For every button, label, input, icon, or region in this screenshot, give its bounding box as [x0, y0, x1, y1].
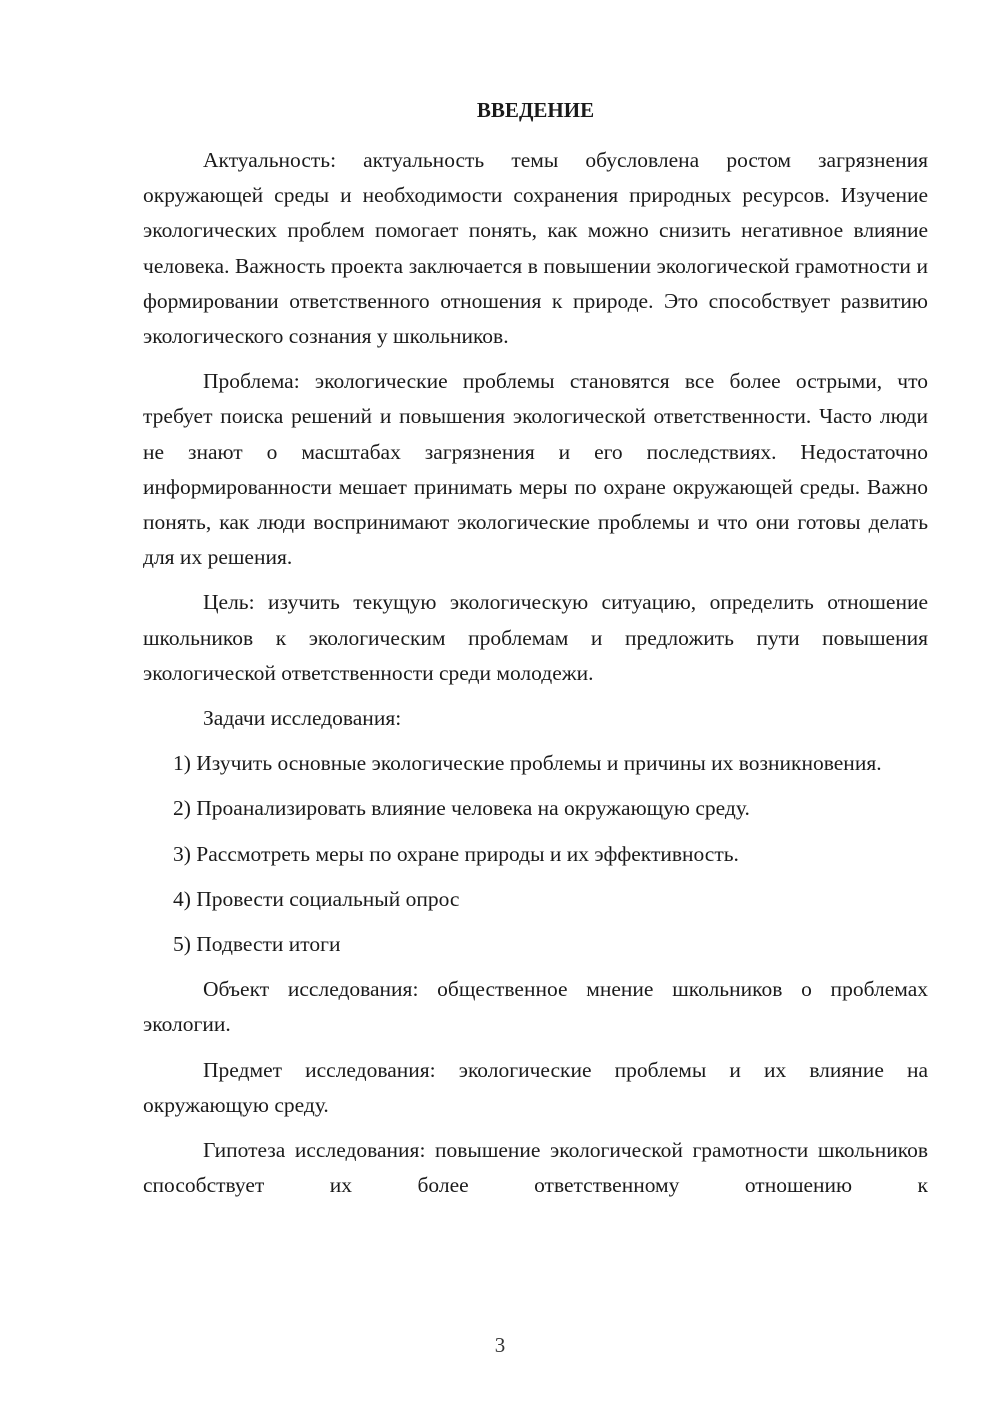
page-number: 3	[494, 1333, 506, 1357]
task-item-5: 5) Подвести итоги	[173, 932, 341, 957]
document-title: ВВЕДЕНИЕ	[476, 98, 595, 122]
paragraph-object: Объект исследования: общественное мнение школьников о проблемах экологии.	[143, 977, 928, 1037]
paragraph-goal: Цель: изучить текущую экологическую ситуацию, определить отношение школьников к экологическим проблемам и предложить пути повышения экологической ответственности среди молодежи.	[143, 590, 928, 685]
document-page	[143, 95, 928, 1213]
task-item-1: 1) Изучить основные экологические проблемы и причины их возникновения.	[173, 751, 882, 776]
paragraph-relevance: Актуальность: актуальность темы обусловлена ростом загрязнения окружающей среды и необходимости сохранения природных ресурсов. Изучение экологических проблем помогает понять, как можно снизить негативное влияние человека. Важность проекта заключается в повышении экологической грамотности и формировании ответственного отношения к природе. Это способствует развитию экологического сознания у школьников.	[143, 148, 928, 349]
task-item-2: 2) Проанализировать влияние человека на окружающую среду.	[173, 796, 750, 821]
paragraph-hypothesis: Гипотеза исследования: повышение экологической грамотности школьников способствует их более ответственному отношению к	[143, 1138, 928, 1198]
paragraph-problem: Проблема: экологические проблемы становятся все более острыми, что требует поиска решений и повышения экологической ответственности. Часто люди не знают о масштабах загрязнения и его последствиях. Недостаточно информированности мешает принимать меры по охране окружающей среды. Важно понять, как люди воспринимают экологические проблемы и что они готовы делать для их решения.	[143, 369, 928, 570]
tasks-heading: Задачи исследования:	[203, 706, 402, 731]
paragraph-subject: Предмет исследования: экологические проблемы и их влияние на окружающую среду.	[143, 1057, 928, 1117]
task-item-4: 4) Провести социальный опрос	[173, 886, 460, 911]
task-item-3: 3) Рассмотреть меры по охране природы и их эффективность.	[173, 841, 739, 866]
